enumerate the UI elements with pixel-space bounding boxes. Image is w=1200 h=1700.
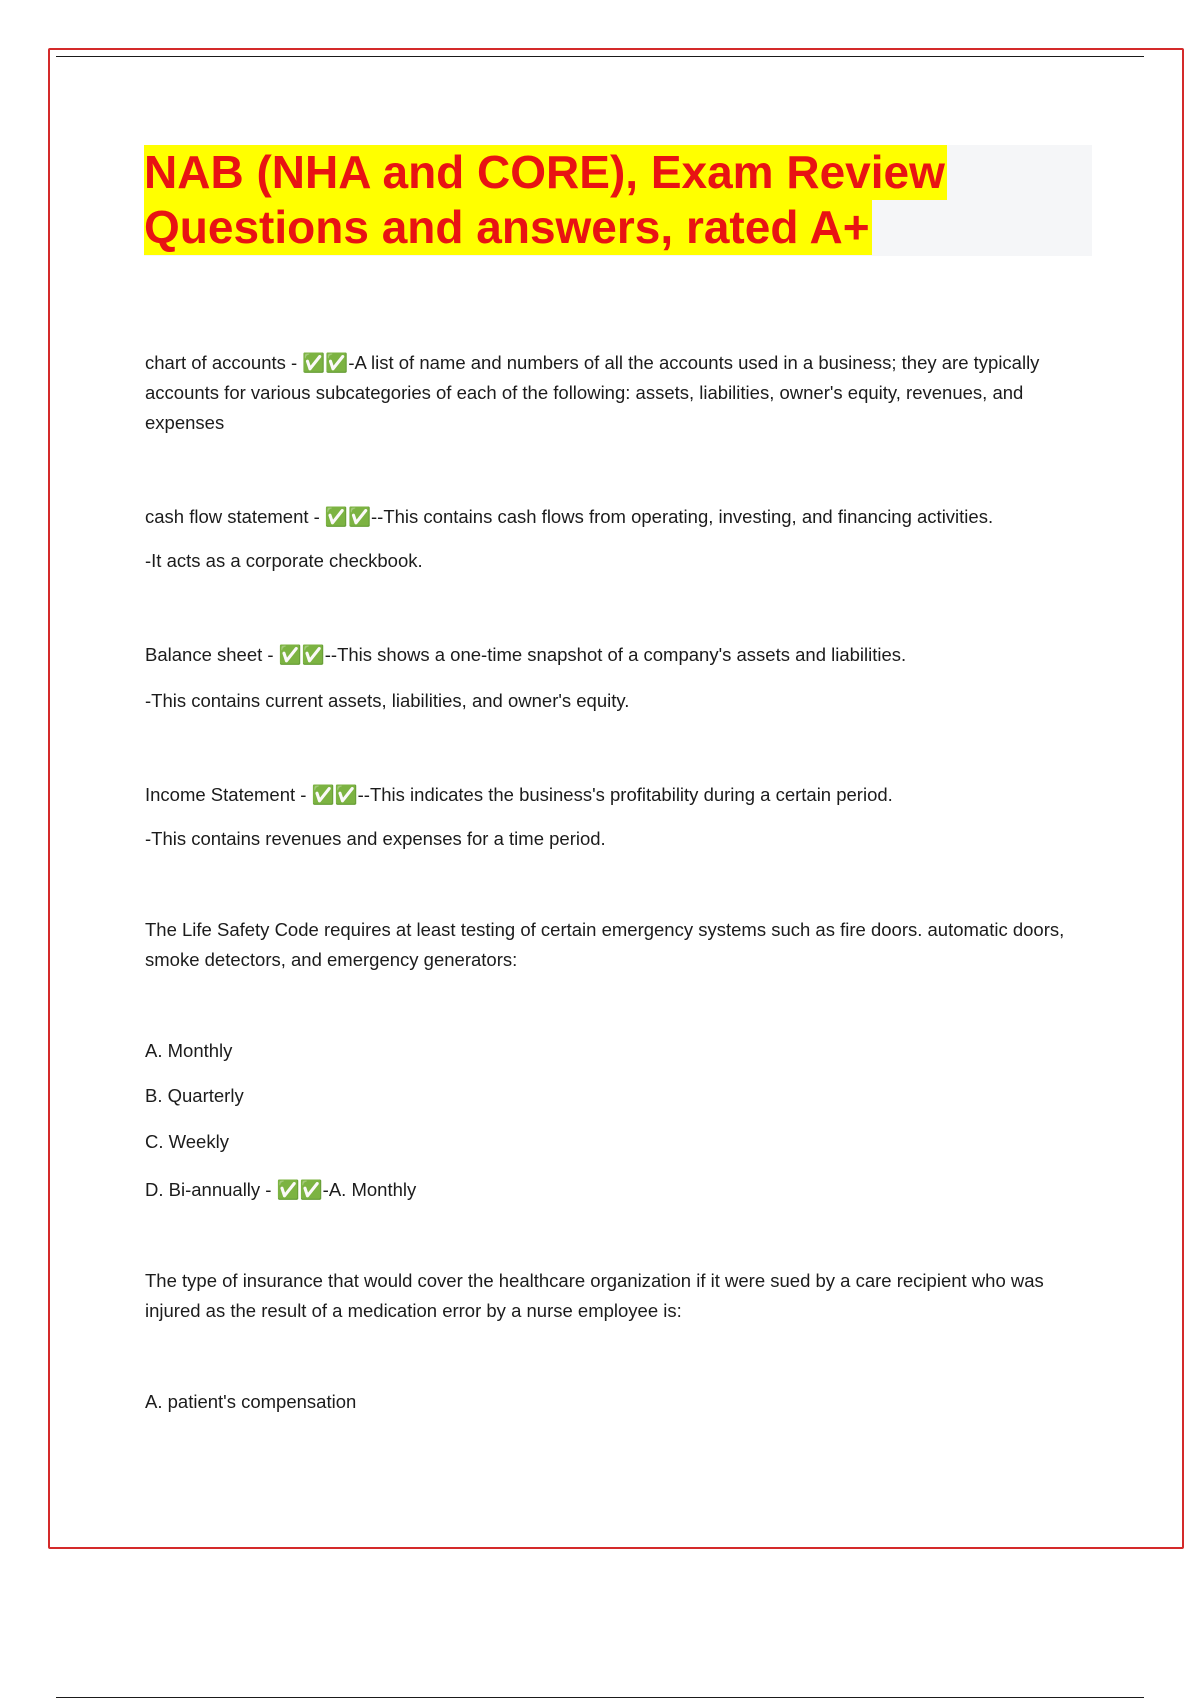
answer-option-b: B. Quarterly xyxy=(145,1085,244,1106)
answer-option-d: D. Bi-annually - ✅✅-A. Monthly xyxy=(145,1179,417,1200)
question-life-safety-code: The Life Safety Code requires at least testing of certain emergency systems such as fire doors. automatic doors, smoke detectors, and emergency generators: xyxy=(145,919,1065,970)
answer-option-c: C. Weekly xyxy=(145,1131,229,1152)
title-block xyxy=(144,145,1092,256)
answer-option-a-insurance: A. patient's compensation xyxy=(145,1391,357,1412)
bottom-rule xyxy=(56,1697,1144,1698)
page-title-line-2: Questions and answers, rated A+ xyxy=(144,201,870,253)
paragraph-cash-flow-detail: -It acts as a corporate checkbook. xyxy=(145,550,423,571)
paragraph-income-statement: Income Statement - ✅✅--This indicates the business's profitability during a certain period. xyxy=(145,784,893,805)
answer-option-a: A. Monthly xyxy=(145,1040,233,1061)
paragraph-chart-of-accounts: chart of accounts - ✅✅-A list of name and numbers of all the accounts used in a business; they are typically accounts for various subcategories of each of the following: assets, liabilities, owner's equity, revenues, and expenses xyxy=(145,352,1040,433)
paragraph-income-statement-detail: -This contains revenues and expenses for a time period. xyxy=(145,828,606,849)
paragraph-balance-sheet-detail: -This contains current assets, liabilities, and owner's equity. xyxy=(145,690,630,711)
page-title-line-1: NAB (NHA and CORE), Exam Review xyxy=(144,146,945,198)
paragraph-cash-flow-statement: cash flow statement - ✅✅--This contains cash flows from operating, investing, and financing activities. xyxy=(145,506,994,527)
paragraph-balance-sheet: Balance sheet - ✅✅--This shows a one-time snapshot of a company's assets and liabilities. xyxy=(145,644,907,665)
question-insurance-type: The type of insurance that would cover the healthcare organization if it were sued by a care recipient who was injured as the result of a medication error by a nurse employee is: xyxy=(145,1270,1044,1321)
